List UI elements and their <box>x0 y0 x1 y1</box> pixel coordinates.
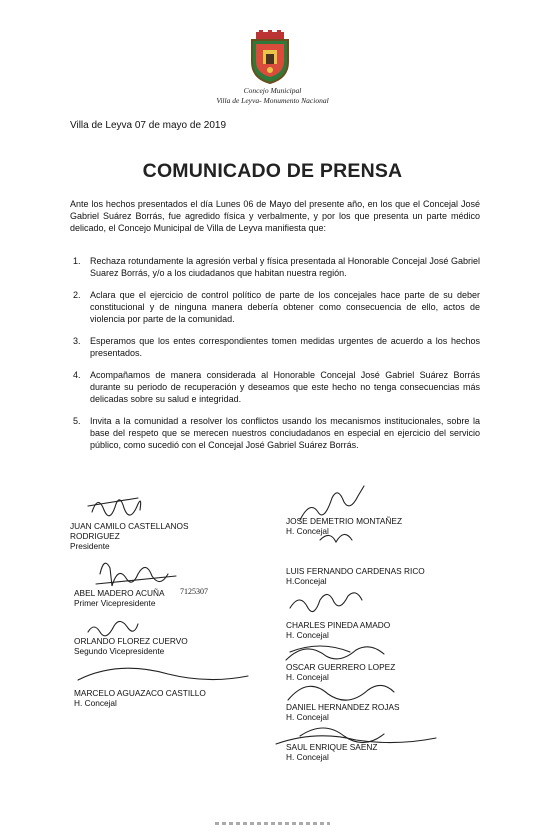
signatory-councillor <box>286 516 402 536</box>
item-number: 5. <box>73 416 81 426</box>
item-text: Aclara que el ejercicio de control político de parte de los concejales hace parte de su deber constitucional y de ninguna manera debería obtener como consecuencia de ello, actos de violencia por parte de la comunidad. <box>90 290 480 324</box>
footer-text-faint <box>215 822 330 825</box>
signatory-councillor <box>286 662 395 682</box>
item-number: 2. <box>73 290 81 300</box>
list-item <box>70 369 480 405</box>
list-item <box>70 255 480 279</box>
signatory-name: LUIS FERNANDO CARDENAS RICO <box>286 566 425 576</box>
item-text: Rechaza rotundamente la agresión verbal y física presentada al Honorable Concejal José Gabriel Suarez Borrás, y/o a los ciudadanos que habitan nuestra región. <box>90 256 480 278</box>
date-line: Villa de Leyva 07 de mayo de 2019 <box>70 120 227 131</box>
signatory-name: ABEL MADERO ACUÑA <box>74 588 165 598</box>
list-item <box>70 415 480 451</box>
signatory-role: H. Concejal <box>286 526 329 536</box>
signatory-councillor <box>286 566 425 586</box>
item-number: 3. <box>73 336 81 346</box>
signatory-name: MARCELO AGUAZACO CASTILLO <box>74 688 206 698</box>
document-title: COMUNICADO DE PRENSA <box>142 160 403 182</box>
signatory-role: H.Concejal <box>286 576 327 586</box>
council-name: Concejo Municipal <box>243 86 302 95</box>
signatory-second-vp <box>74 636 188 656</box>
signatory-president <box>70 521 189 551</box>
signatory-name: ORLANDO FLOREZ CUERVO <box>74 636 188 646</box>
item-text: Esperamos que los entes correspondientes tomen medidas urgentes de acuerdo a los hechos presentados. <box>90 336 480 358</box>
municipal-crest-logo <box>246 30 294 84</box>
signatory-role: Segundo Vicepresidente <box>74 646 165 656</box>
list-item <box>70 289 480 325</box>
signatory-name: JOSE DEMETRIO MONTAÑEZ <box>286 516 403 526</box>
signatory-name: OSCAR GUERRERO LOPEZ <box>286 662 396 672</box>
signatory-councillor <box>286 702 400 722</box>
signatory-role: H. Concejal <box>286 752 329 762</box>
handwritten-note: 7125307 <box>180 587 208 596</box>
signatory-first-vp <box>74 588 165 608</box>
signatory-name-cont: RODRIGUEZ <box>70 531 120 541</box>
intro-paragraph: Ante los hechos presentados el día Lunes 06 de Mayo del presente año, en los que el Concejal José Gabriel Suárez Borrás, fue agredido física y verbalmente, y por los que presenta un parte médico delicado, el Concejo Municipal de Villa de Leyva manifiesta que: <box>70 199 480 233</box>
council-subtitle: Villa de Leyva- Monumento Nacional <box>216 96 329 105</box>
signatory-name: SAUL ENRIQUE SAENZ <box>286 742 378 752</box>
item-number: 1. <box>73 256 81 266</box>
signatory-role: H. Concejal <box>286 672 329 682</box>
signatory-role: H. Concejal <box>74 698 117 708</box>
statement-list <box>70 255 480 461</box>
signatory-councillor <box>286 742 377 762</box>
signatory-name: CHARLES PINEDA AMADO <box>286 620 391 630</box>
signatory-role: Primer Vicepresidente <box>74 598 156 608</box>
signatory-councillor <box>74 688 206 708</box>
list-item <box>70 335 480 359</box>
signatory-role: H. Concejal <box>286 712 329 722</box>
signatory-name: DANIEL HERNANDEZ ROJAS <box>286 702 400 712</box>
item-text: Invita a la comunidad a resolver los conflictos usando los mecanismos institucionales, sobre la base del respeto que se merecen nuestros conciudadanos en especial en ejercicio del servicio público, como sucedió con el Concejal José Gabriel Suárez Borrás. <box>90 416 480 450</box>
signatory-role: Presidente <box>70 541 110 551</box>
signatory-name: JUAN CAMILO CASTELLANOS <box>70 521 189 531</box>
item-number: 4. <box>73 370 81 380</box>
item-text: Acompañamos de manera considerada al Honorable Concejal José Gabriel Suárez Borrás durante su periodo de recuperación y deseamos que este hecho no tenga consecuencias más delicadas sobre su salud e integridad. <box>90 370 480 404</box>
signatory-councillor <box>286 620 390 640</box>
signatory-role: H. Concejal <box>286 630 329 640</box>
